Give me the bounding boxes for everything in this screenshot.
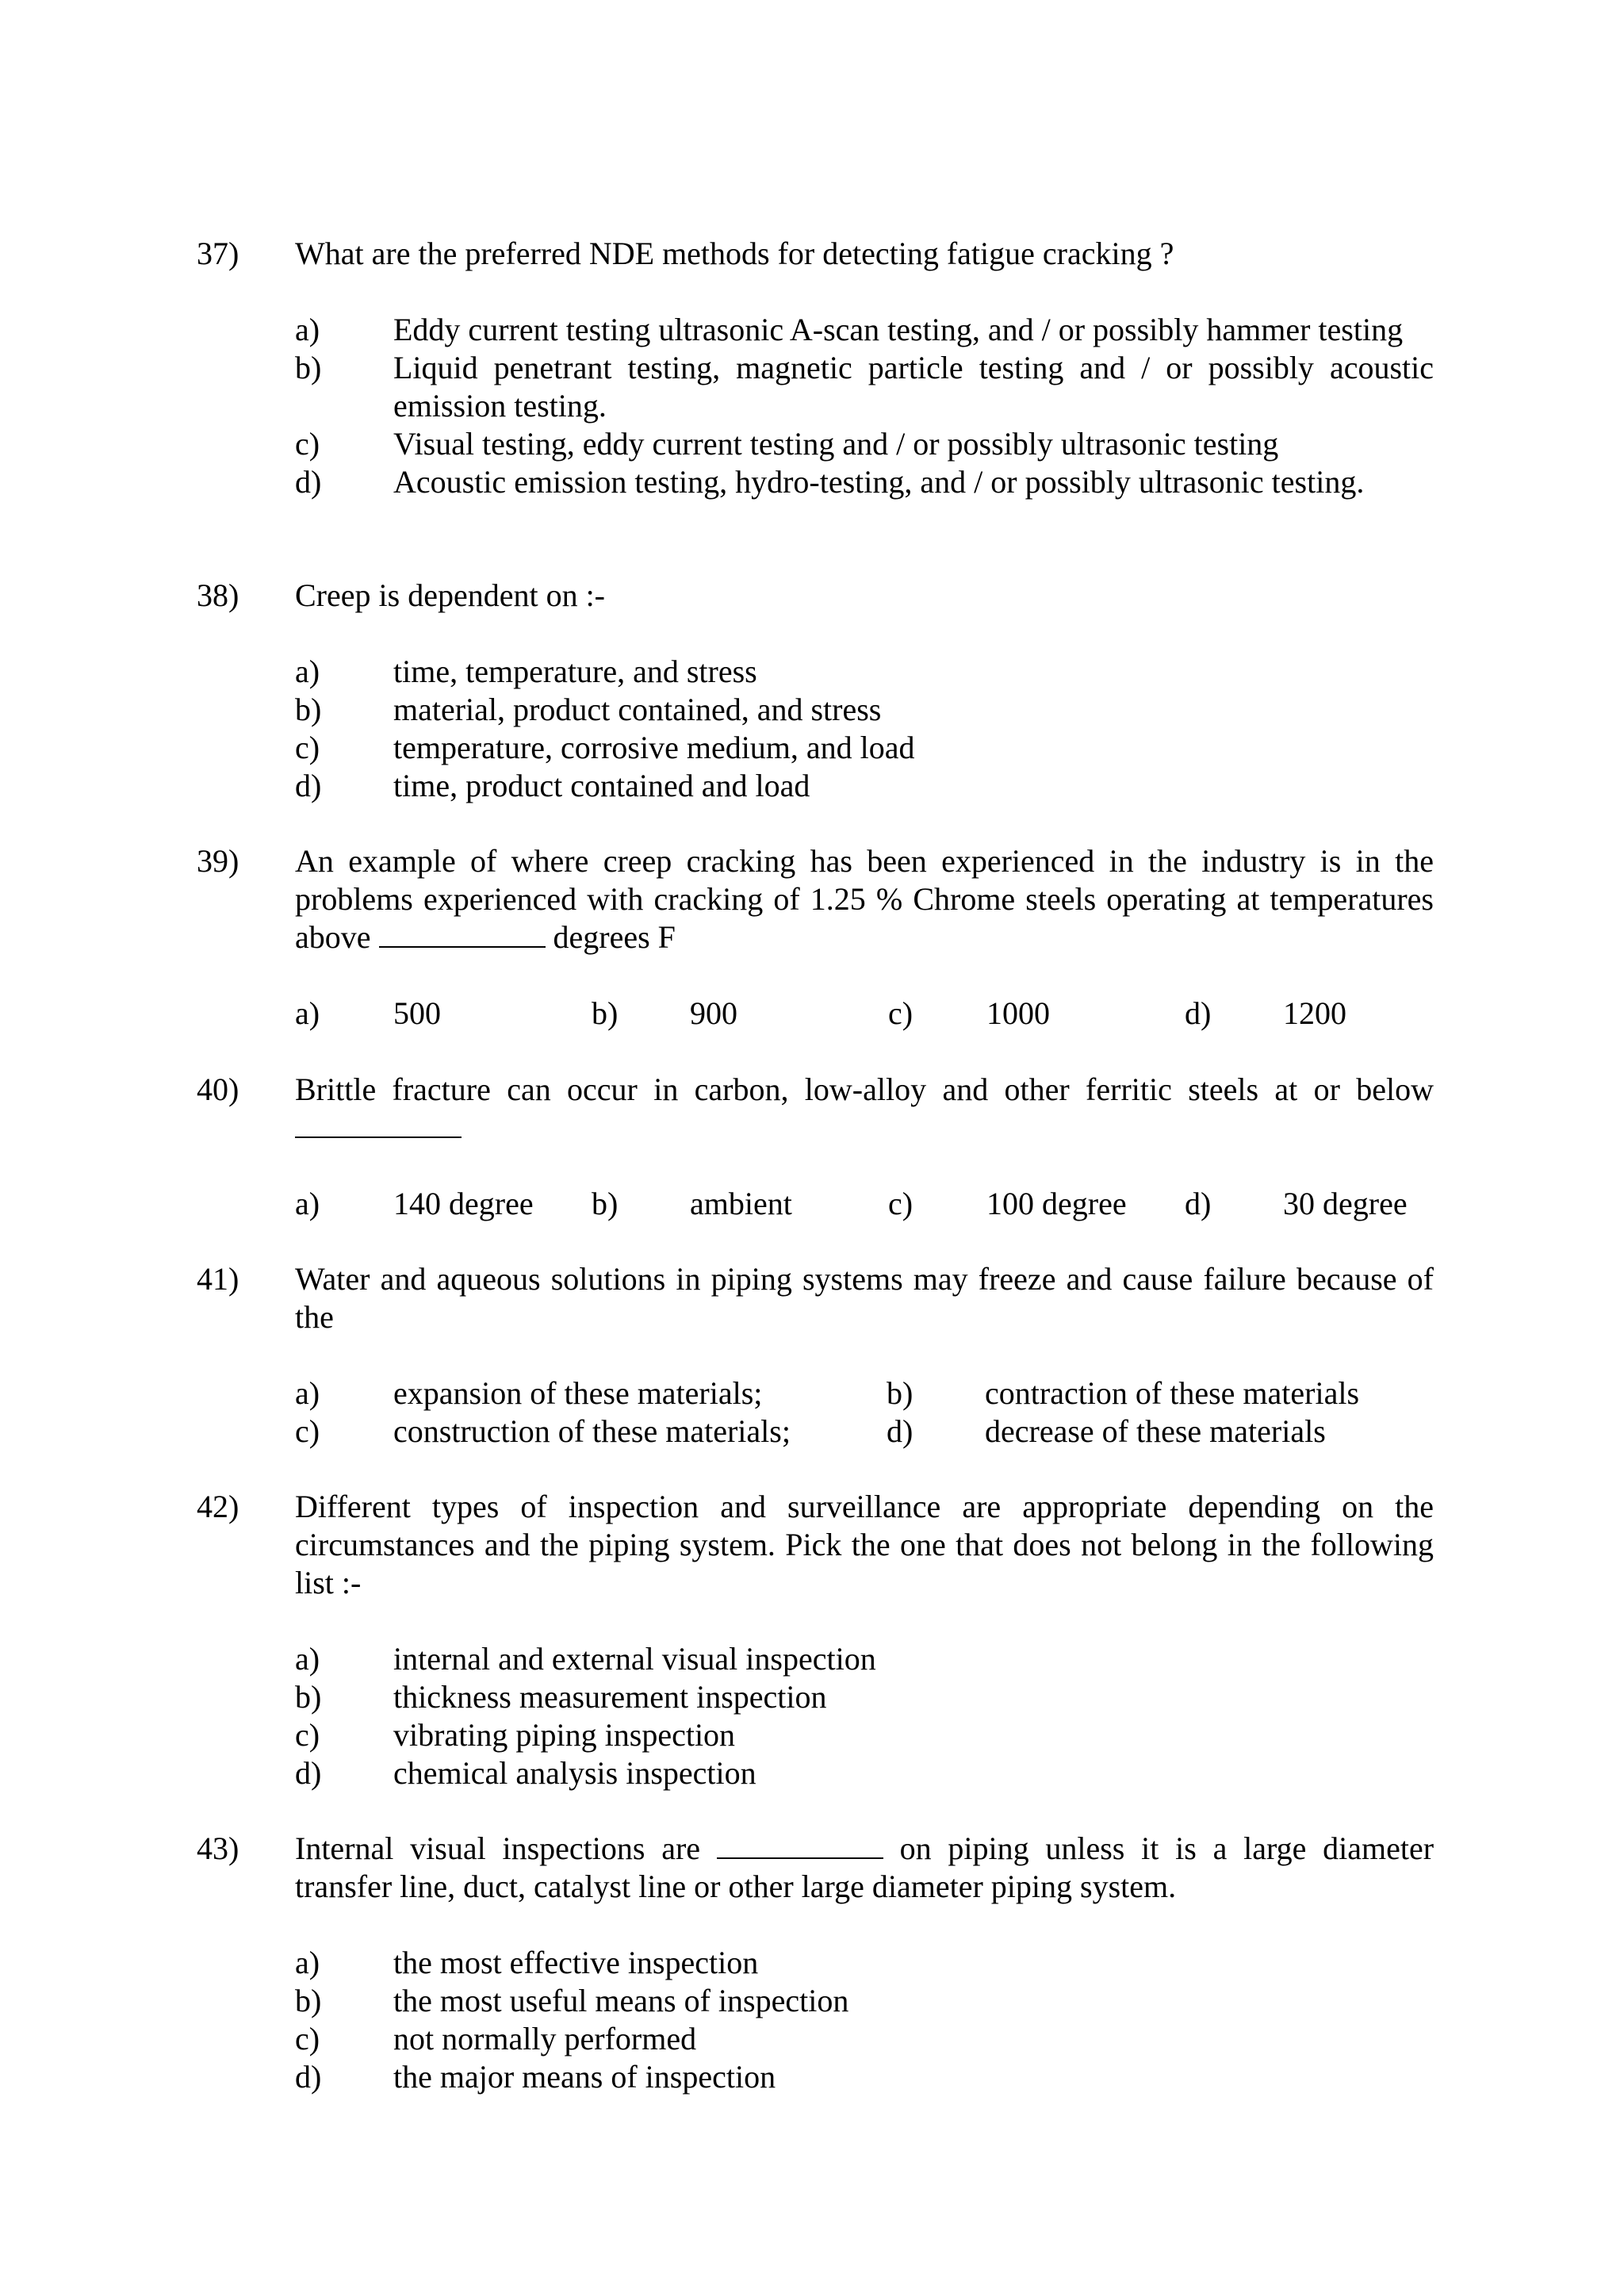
- option-text: 100 degree: [986, 1186, 1127, 1221]
- option-text: Liquid penetrant testing, magnetic particle testing and / or possibly acoustic emission testing.: [393, 350, 1434, 424]
- answer-blank: [379, 919, 546, 948]
- option-text: vibrating piping inspection: [393, 1717, 736, 1753]
- question-38: [197, 577, 1434, 805]
- option-letter: b): [295, 350, 322, 385]
- question-number: 39): [197, 843, 239, 879]
- option-b: [295, 1678, 1434, 1716]
- option-b: [295, 691, 1434, 729]
- answer-options: [295, 1640, 1434, 1792]
- option-text: 1000: [986, 995, 1050, 1031]
- question-37: [197, 235, 1434, 501]
- option-text: Acoustic emission testing, hydro-testing, and / or possibly ultrasonic testing.: [393, 464, 1365, 500]
- option-row: [295, 1185, 1434, 1223]
- question-text: What are the preferred NDE methods for detecting fatigue cracking ?: [295, 236, 1174, 271]
- option-row: [295, 995, 1434, 1033]
- option-text: expansion of these materials;: [393, 1375, 763, 1411]
- question-text: [295, 1071, 1434, 1147]
- option-text: chemical analysis inspection: [393, 1755, 756, 1791]
- option-text: Eddy current testing ultrasonic A-scan testing, and / or possibly hammer testing: [393, 312, 1404, 347]
- question-43: [197, 1830, 1434, 2096]
- answer-options: [295, 1944, 1434, 2096]
- option-d: [295, 2058, 1434, 2096]
- question-text-after: on piping unless it is a large diameter transfer line, duct, catalyst line or other large diameter piping system.: [295, 1830, 1434, 1904]
- option-letter: c): [888, 995, 914, 1031]
- answer-blank: [717, 1830, 883, 1859]
- option-letter: b): [295, 692, 322, 727]
- question-text: Different types of inspection and surveillance are appropriate depending on the circumstances and the piping system. Pick the one that does not belong in the following list :-: [295, 1489, 1434, 1600]
- option-a: [295, 311, 1434, 349]
- option-text: internal and external visual inspection: [393, 1641, 876, 1677]
- option-text: the most effective inspection: [393, 1945, 759, 1980]
- option-letter: c): [295, 426, 320, 462]
- option-letter: c): [295, 1413, 320, 1449]
- option-c: [295, 1716, 1434, 1754]
- option-c: [295, 425, 1434, 463]
- option-letter: d): [295, 768, 322, 803]
- question-number: 43): [197, 1830, 239, 1866]
- option-row: [295, 1374, 1434, 1412]
- option-text: time, product contained and load: [393, 768, 810, 803]
- option-letter: d): [1185, 1186, 1212, 1221]
- option-letter: b): [295, 1983, 322, 2018]
- option-text: material, product contained, and stress: [393, 692, 882, 727]
- option-a: [295, 1944, 1434, 1982]
- question-39: [197, 842, 1434, 1033]
- option-letter: c): [888, 1186, 914, 1221]
- option-letter: a): [295, 1186, 320, 1221]
- question-number: 41): [197, 1261, 239, 1297]
- option-letter: d): [295, 2059, 322, 2095]
- question-text: Water and aqueous solutions in piping systems may freeze and cause failure because of the: [295, 1261, 1434, 1335]
- option-text: 140 degree: [393, 1186, 534, 1221]
- answer-options: [295, 311, 1434, 501]
- option-a: [295, 653, 1434, 691]
- option-text: thickness measurement inspection: [393, 1679, 827, 1715]
- question-text: [295, 842, 1434, 956]
- option-row: [295, 1412, 1434, 1451]
- option-text: 500: [393, 995, 441, 1031]
- question-number: 40): [197, 1071, 239, 1107]
- option-text: not normally performed: [393, 2021, 697, 2056]
- option-letter: b): [592, 995, 619, 1031]
- option-letter: a): [295, 1945, 320, 1980]
- option-letter: b): [295, 1679, 322, 1715]
- option-text: decrease of these materials: [985, 1413, 1326, 1449]
- question-number: 42): [197, 1489, 239, 1524]
- answer-options: [295, 1374, 1434, 1451]
- option-text: ambient: [690, 1186, 792, 1221]
- option-text: contraction of these materials: [985, 1375, 1360, 1411]
- option-text: 1200: [1283, 995, 1346, 1031]
- option-c: [295, 729, 1434, 767]
- option-letter: d): [295, 464, 322, 500]
- question-text-before: An example of where creep cracking has been experienced in the industry is in the problems experienced with cracking of 1.25 % Chrome steels operating at temperatures above: [295, 843, 1434, 955]
- option-letter: a): [295, 995, 320, 1031]
- option-a: [295, 1640, 1434, 1678]
- question-number: 37): [197, 236, 239, 271]
- option-letter: d): [887, 1413, 914, 1449]
- option-letter: c): [295, 2021, 320, 2056]
- option-c: [295, 2020, 1434, 2058]
- question-text-before: Brittle fracture can occur in carbon, low-alloy and other ferritic steels at or below: [295, 1071, 1434, 1107]
- option-d: [295, 463, 1434, 501]
- option-letter: b): [887, 1375, 914, 1411]
- option-letter: a): [295, 312, 320, 347]
- option-d: [295, 1754, 1434, 1792]
- question-42: [197, 1488, 1434, 1792]
- question-text: Creep is dependent on :-: [295, 577, 605, 613]
- option-letter: b): [592, 1186, 619, 1221]
- option-letter: c): [295, 1717, 320, 1753]
- option-d: [295, 767, 1434, 805]
- option-text: the most useful means of inspection: [393, 1983, 849, 2018]
- option-text: 900: [690, 995, 737, 1031]
- option-letter: c): [295, 730, 320, 765]
- answer-blank: [295, 1110, 462, 1138]
- option-text: temperature, corrosive medium, and load: [393, 730, 915, 765]
- option-text: Visual testing, eddy current testing and / or possibly ultrasonic testing: [393, 426, 1279, 462]
- question-text-before: Internal visual inspections are: [295, 1830, 701, 1866]
- answer-options: [295, 1185, 1434, 1223]
- option-b: [295, 349, 1434, 425]
- option-text: the major means of inspection: [393, 2059, 776, 2095]
- question-text-after: degrees F: [553, 919, 676, 955]
- option-letter: a): [295, 654, 320, 689]
- option-text: 30 degree: [1283, 1186, 1408, 1221]
- option-text: time, temperature, and stress: [393, 654, 757, 689]
- option-letter: a): [295, 1375, 320, 1411]
- answer-options: [295, 995, 1434, 1033]
- question-40: [197, 1071, 1434, 1223]
- option-letter: d): [1185, 995, 1212, 1031]
- question-text: [295, 1830, 1434, 1906]
- question-41: [197, 1260, 1434, 1451]
- answer-options: [295, 653, 1434, 805]
- option-text: construction of these materials;: [393, 1413, 791, 1449]
- option-b: [295, 1982, 1434, 2020]
- question-number: 38): [197, 577, 239, 613]
- option-letter: a): [295, 1641, 320, 1677]
- option-letter: d): [295, 1755, 322, 1791]
